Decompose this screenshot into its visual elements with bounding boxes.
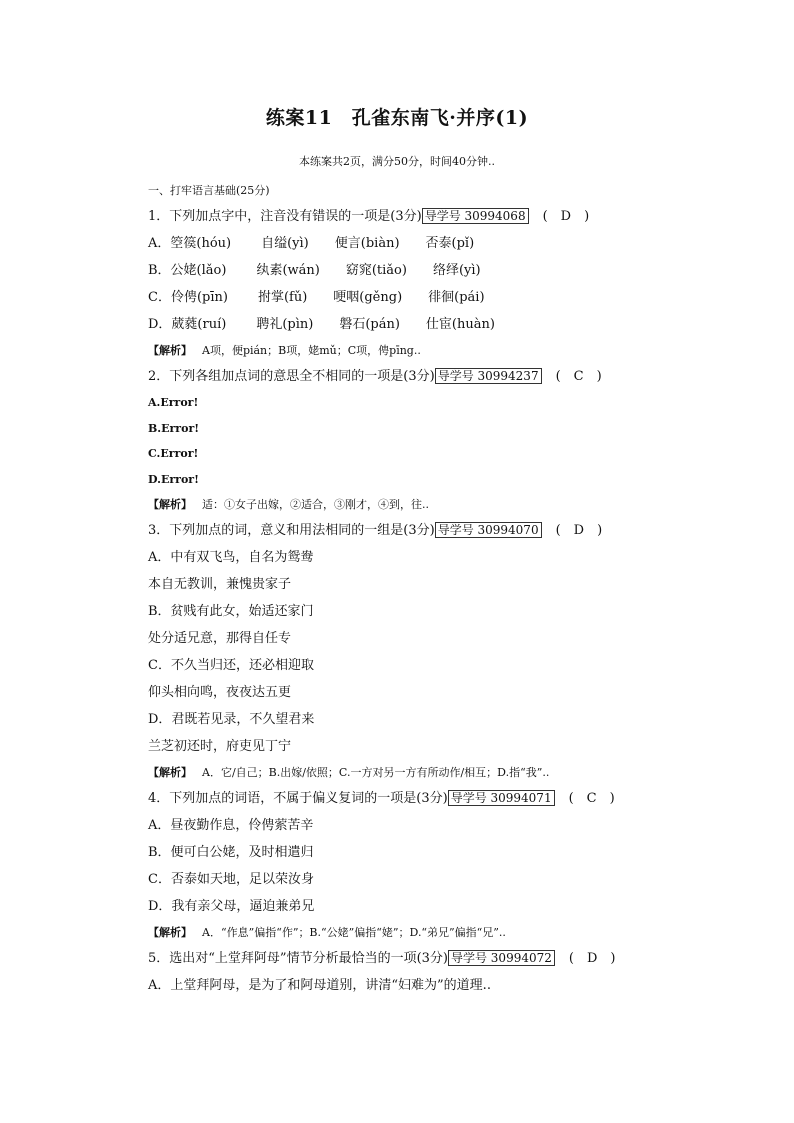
question-2-stem [148, 363, 688, 390]
analysis-text: 适：①女子出嫁，②适合，③刚才，④到，往.. [202, 498, 429, 511]
option-item: 仕宦(huàn) [425, 317, 495, 332]
question-1-option-b [148, 257, 688, 284]
question-stem-text: 2．下列各组加点词的意思全不相同的一项是(3分) [148, 369, 435, 384]
question-4-stem [148, 785, 688, 812]
answer-bracket: ( D ) [542, 209, 590, 224]
question-1-option-d [148, 311, 688, 338]
question-4-line: D．我有亲父母，逼迫兼弟兄 [148, 899, 315, 914]
option-item: 窈窕(tiǎo) [345, 263, 407, 278]
section-heading: 一、打牢语言基础(25分) [148, 184, 270, 197]
question-3-stem [148, 517, 688, 544]
question-3-line: 仰头相向鸣，夜夜达五更 [148, 685, 292, 700]
question-stem-text: 4．下列加点的词语，不属于偏义复词的一项是(3分) [148, 791, 448, 806]
option-item: 纨素(wán) [256, 263, 320, 278]
option-item: 络绎(yì) [432, 263, 481, 278]
question-1-option-c [148, 284, 688, 311]
question-4-line: B．便可白公姥，及时相遣归 [148, 845, 314, 860]
option-item: 自缢(yì) [261, 236, 309, 251]
option-item: B．公姥(lǎo) [148, 263, 227, 278]
answer-bracket: ( C ) [568, 791, 615, 806]
option-item: 聘礼(pìn) [256, 317, 314, 332]
analysis-tag: 【解析】 [148, 926, 192, 939]
question-stem-text: 5．选出对“上堂拜阿母”情节分析最恰当的一项(3分) [148, 951, 448, 966]
page-title: 练案11 孔雀东南飞·并序(1) [265, 107, 529, 129]
option-item: 哽咽(gěng) [333, 290, 403, 305]
question-5-option-a: A．上堂拜阿母，是为了和阿母道别，讲清“妇难为”的道理.. [148, 978, 491, 993]
question-3-line: 兰芝初还时，府吏见丁宁 [148, 739, 292, 754]
guide-number-box: 导学号 30994072 [448, 950, 555, 966]
option-item: 便言(biàn) [334, 236, 400, 251]
question-stem-text: 3．下列加点的词，意义和用法相同的一组是(3分) [148, 523, 435, 538]
question-3-line: B．贫贱有此女，始适还家门 [148, 604, 314, 619]
analysis-tag: 【解析】 [148, 766, 192, 779]
question-3-line: 本自无教训，兼愧贵家子 [148, 577, 292, 592]
option-item: C．伶俜(pīn) [148, 290, 228, 305]
question-2-option-a: A.Error! [148, 396, 199, 409]
option-item: 徘徊(pái) [428, 290, 485, 305]
question-3-line: D．君既若见录，不久望君来 [148, 712, 315, 727]
answer-bracket: ( D ) [555, 523, 603, 538]
guide-number-box: 导学号 30994068 [422, 208, 529, 224]
guide-number-box: 导学号 30994237 [435, 368, 542, 384]
question-2-option-d: D.Error! [148, 472, 199, 486]
answer-bracket: ( D ) [568, 951, 616, 966]
question-3-line: 处分适兄意，那得自任专 [148, 631, 292, 646]
content-body [148, 178, 688, 999]
analysis-text: A．它/自己；B.出嫁/依照；C.一方对另一方有所动作/相互；D.指“我”.. [202, 766, 550, 779]
question-2-option-b: B.Error! [148, 421, 200, 435]
question-4-analysis [148, 920, 688, 945]
guide-number-box: 导学号 30994071 [448, 790, 555, 806]
question-1-stem [148, 203, 688, 230]
question-2-analysis [148, 492, 688, 517]
question-3-line: C．不久当归还，还必相迎取 [148, 658, 314, 673]
question-stem-text: 1．下列加点字中，注音没有错误的一项是(3分) [148, 209, 422, 224]
question-4-line: A．昼夜勤作息，伶俜萦苦辛 [148, 818, 314, 833]
option-item: A．箜篌(hóu) [148, 236, 232, 251]
option-item: 否泰(pǐ) [425, 236, 475, 251]
question-4-line: C．否泰如天地，足以荣汝身 [148, 872, 314, 887]
question-1-option-a [148, 230, 688, 257]
answer-bracket: ( C ) [555, 369, 602, 384]
option-item: D．葳蕤(ruí) [148, 317, 227, 332]
analysis-tag: 【解析】 [148, 344, 192, 357]
question-3-line: A．中有双飞鸟，自名为鸳鸯 [148, 550, 314, 565]
analysis-text: A项，便pián；B项，姥mǔ；C项，俜pīng.. [202, 344, 421, 357]
question-3-analysis [148, 760, 688, 785]
option-item: 磐石(pán) [339, 317, 400, 332]
question-2-option-c: C.Error! [148, 447, 199, 460]
question-1-analysis [148, 338, 688, 363]
page-subtitle: 本练案共2页，满分50分，时间40分钟.. [299, 155, 495, 168]
analysis-tag: 【解析】 [148, 498, 192, 511]
question-5-stem [148, 945, 688, 972]
option-item: 拊掌(fǔ) [257, 290, 308, 305]
guide-number-box: 导学号 30994070 [435, 522, 542, 538]
analysis-text: A．“作息”偏指“作”；B.“公姥”偏指“姥”；D.“弟兄”偏指“兄”.. [202, 926, 506, 939]
